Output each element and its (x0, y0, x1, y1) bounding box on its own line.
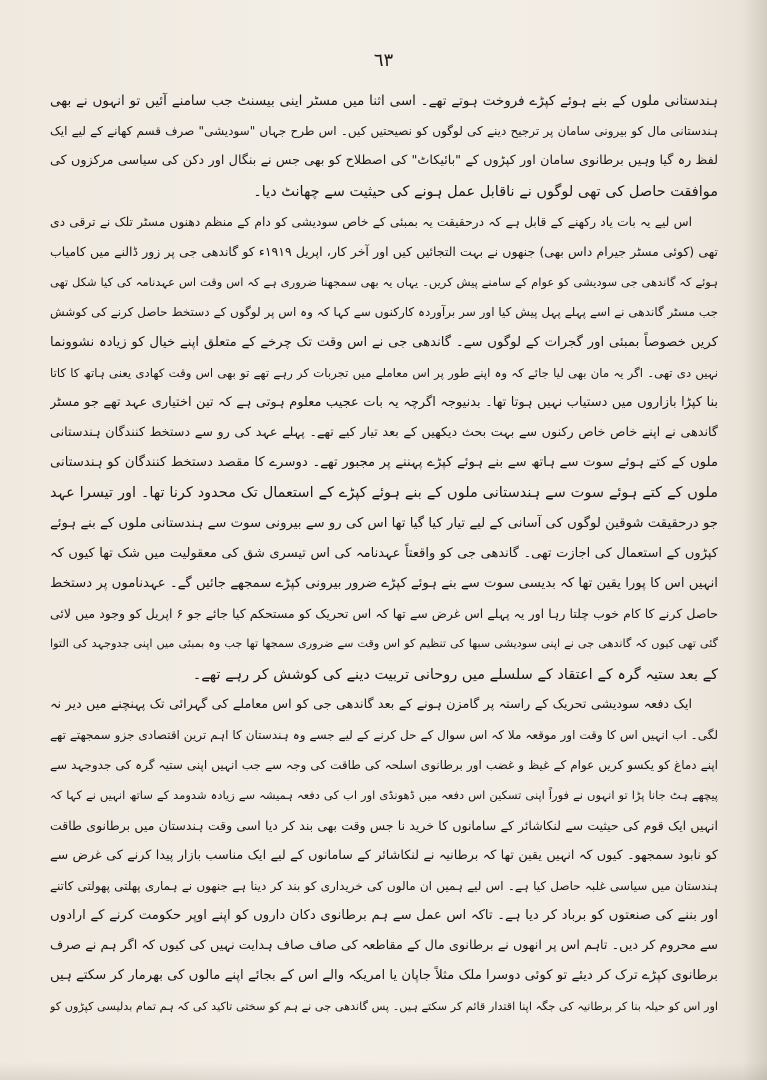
text-line: گئی تھی کیوں کہ گاندھی جی نے اپنی سودیشی سبھا کی تنظیم کو اس وقت سے ضروری سمجھا تھا جب وہ بمبئی میں اپنی جدوجہد کی التوا (50, 637, 718, 651)
paragraph-start-line: اس لیے یہ بات یاد رکھنے کے قابل ہے کہ درحقیقت یہ بمبئی کے خاص سودیشی کو دام کے منظم دھنوں مسٹر تلک نے ترقی دی (50, 214, 692, 229)
text-line: موافقت حاصل کی تھی لوگوں نے ناقابل عمل ہونے کی حیثیت سے چھانٹ دیا۔ (253, 183, 718, 200)
text-line: ہوئے کہ گاندھی جی سودیشی کو عوام کے سامنے پیش کریں۔ یہاں یہ بھی سمجھنا ضروری ہے کہ اس وقت اس عہدنامہ کی کیا شکل تھی (50, 275, 718, 290)
text-line: ہندستانی مال کو بیرونی سامان پر ترجیح دینے کی لوگوں کو نصیحتیں کیں۔ اس طرح جہاں "سودیشی" صرف قسم کھانے کے لیے ایک (50, 124, 718, 139)
text-line: لگی۔ اب انہیں اس کا وقت اور موقعہ ملا کہ اس سوال کے حل کرنے کے لیے جسے وہ ہندستان کا اہم ترین اقتصادی جزو سمجھتے تھے (50, 727, 718, 742)
text-line: نہیں دی تھی۔ اگر یہ مان بھی لیا جائے کہ وہ اپنے طور پر اس معاملے میں تجربات کر رہے تھے تو بھی اس وقت کھادی یعنی ہاتھ کا کاتا (50, 365, 718, 380)
body-text (50, 86, 718, 1022)
text-line: اپنے دماغ کو یکسو کریں عوام کے غیظ و غضب اور برطانوی اسلحہ کی طاقت کی وجہ سے جب انہیں اپنی ستیہ گرہ کی جدوجہد سے (50, 758, 718, 773)
text-line: ہندستان میں سیاسی غلبہ حاصل کیا ہے۔ اس لیے ہمیں ان مالوں کی خریداری کو بند کر دینا ہے جنھوں نے ہماری پھلتی پھولتی کاتنے (50, 878, 718, 893)
text-line: کے بعد ستیہ گرہ کے اعتقاد کے سلسلے میں روحانی تربیت دینے کی کوشش کر رہے تھے۔ (192, 666, 718, 683)
text-line: لفظ رہ گیا وہیں برطانوی سامان اور کپڑوں کے "بائیکاٹ" کی اصطلاح کو بھی جس نے بنگال اور دکن کی سیاسی مرکزوں کی (50, 153, 718, 169)
text-line: حاصل کرنے کا کام خوب چلتا رہا اور یہ پہلے اس غرض سے تھا کہ اس تحریک کو مستحکم کیا جائے جو ۶ اپریل کو وجود میں لائی (50, 606, 718, 622)
text-line: کو نابود سمجھو۔ کیوں کہ انہیں یقین تھا کہ برطانیہ نے لنکاشائر کے سامانوں کے لیے ایک مناسب بازار پیدا کرنے کی غرض سے (50, 847, 718, 863)
text-line: انہیں ایک قوم کی حیثیت سے لنکاشائر کے سامانوں کا خرید نا جس وقت بھی بند کر دیا اسی وقت ہندستان میں برطانوی طاقت (50, 817, 718, 833)
page-bottom-shadow (0, 1062, 767, 1080)
text-line: برطانوی کپڑے ترک کر دیئے تو کوئی دوسرا ملک مثلاً جاپان یا امریکہ والے اس کے بجائے اپنے مالوں کی بھرمار کر سکتے ہیں (50, 968, 718, 984)
paragraph-start-line: ایک دفعہ سودیشی تحریک کے راستہ پر گامزن ہونے کے بعد گاندھی جی کو اس معاملے کی گہرائی تک پہنچنے میں دیر نہ (50, 696, 692, 712)
text-line: جب مسٹر گاندھی نے اسے پہلے پہل پیش کیا اور سر برآوردہ کارکنوں سے کہا کہ وہ اس پر لوگوں کے دستخط حاصل کرنے کی کوشش (50, 305, 718, 320)
text-line: ملوں کے کتے ہوئے سوت سے ہندستانی ملوں کے بنے ہوئے کپڑے کے استعمال تک محدود کرنا تھا۔ اور تیسرا عہد (50, 485, 718, 502)
text-line: گاندھی نے اپنے خاص خاص رکنوں سے بہت بحث دیکھیں کے بعد تیار کیے تھے۔ پہلے عہد کی رو سے دستخط کنندگان ہندستانی (50, 425, 718, 441)
text-line: انہیں اس کا پورا یقین تھا کہ بدیسی سوت سے بنے ہوئے کپڑے ضرور بیرونی کپڑے سمجھے جائیں گے۔ عہدناموں پر دستخط (50, 576, 718, 591)
page-number: ٦٣ (373, 50, 394, 71)
text-line: کریں خصوصاً بمبئی اور گجرات کے لوگوں سے۔ گاندھی جی نے اس وقت تک چرخے کے متعلق اپنے خیال کو زیادہ نشوونما (50, 334, 718, 350)
text-line: تھی (کوئی مسٹر جیرام داس بھی) جنھوں نے بہت التجائیں کیں اور آخر کار، اپریل ۱۹۱۹ء کو گاندھی جی پر زور ڈالنے میں کامیاب (50, 243, 718, 259)
text-line: اور بننے کی صنعتوں کو برباد کر دیا ہے۔ تاکہ اس عمل سے ہم برطانوی دکان داروں کو اپنے اوپر حکومت کرنے کے ارادوں (50, 908, 718, 924)
text-line: ملوں کے کتے ہوئے سوت سے ہاتھ سے بنے ہوئے کپڑے پہننے پر مجبور تھے۔ دوسرے کا مقصد دستخط کنندگان کو ہندستانی (50, 455, 718, 471)
text-line: سے محروم کر دیں۔ تاہم اس پر انھوں نے برطانوی مال کے مقاطعہ کی صاف صاف ہدایت نہیں کی کیوں کہ اگر ہم نے صرف (50, 938, 718, 954)
text-line: بنا کپڑا بازاروں میں دستیاب نہیں ہوتا تھا۔ بدنیوجہ اگرچہ یہ بات عجیب معلوم ہوتی ہے کہ تین اختیاری عہد تھے جو مسٹر (50, 394, 718, 410)
text-line: جو درحقیقت شوقین لوگوں کی آسانی کے لیے تیار کیا گیا تھا اس کی رو سے بیرونی سوت سے ہندستانی ملوں کے بنے ہوئے (50, 515, 718, 531)
text-line: پیچھے ہٹ جانا پڑا تو انہوں نے فوراً اپنی تسکین اس دفعہ میں ڈھونڈی اور اب کی دفعہ ہمیشہ سے زیادہ شدومد کے ساتھ انہیں نے کہا کہ (50, 788, 718, 803)
text-line: ہندستانی ملوں کے بنے ہوئے کپڑے فروخت ہوتے تھے۔ اسی اثنا میں مسٹر اینی بیسنٹ جب سامنے آئیں تو انہوں نے بھی (50, 93, 718, 109)
page-edge-shadow (743, 0, 767, 1080)
text-line: اور اس کو حیلہ بنا کر برطانیہ کی جگہ اپنا اقتدار قائم کر سکتے ہیں۔ پس گاندھی جی نے ہم کو سختی تاکید کی کہ ہم تمام بدلیسی کپڑوں کو (50, 999, 718, 1013)
text-line: کپڑوں کے استعمال کی اجازت تھی۔ گاندھی جی کو واقعتاً عہدنامہ کی اس تیسری شق کی معقولیت میں شک تھا کیوں کہ (50, 545, 718, 561)
